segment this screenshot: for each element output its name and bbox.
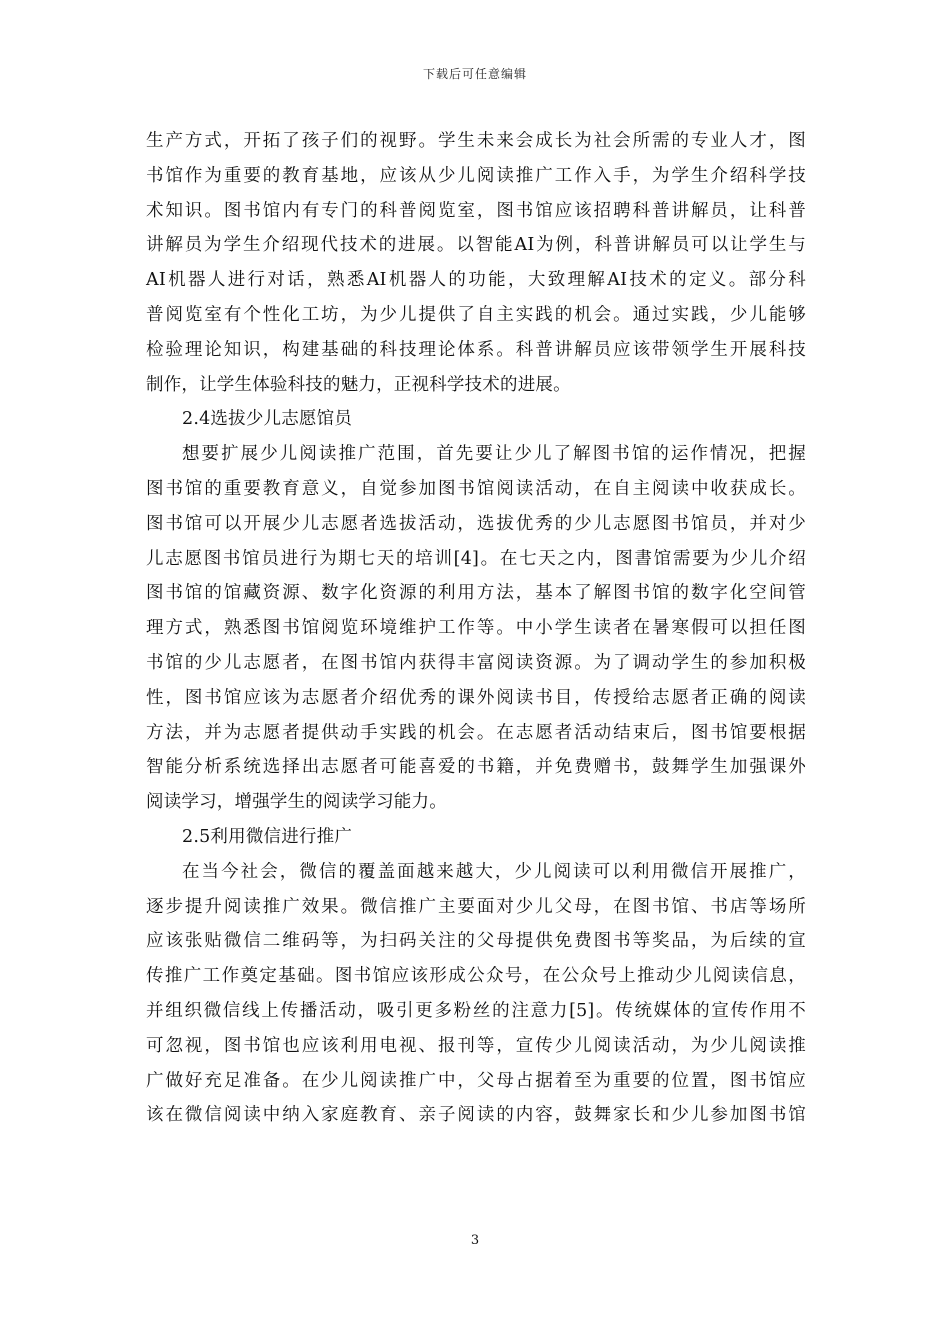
body-text-line: 图书馆的馆藏资源、数字化资源的利用方法，基本了解图书馆的数字化空间管 [146, 583, 806, 604]
body-text-line: 传推广工作奠定基础。图书馆应该形成公众号，在公众号上推动少儿阅读信息， [146, 966, 806, 987]
body-text-line: 讲解员为学生介绍现代技术的进展。以智能AI为例，科普讲解员可以让学生与 [146, 235, 806, 256]
body-text-line: 书馆作为重要的教育基地，应该从少儿阅读推广工作入手，为学生介绍科学技 [146, 165, 806, 186]
paragraph-first-line: 想要扩展少儿阅读推广范围，首先要让少儿了解图书馆的运作情况，把握 [182, 444, 806, 465]
paragraph-first-line: 在当今社会，微信的覆盖面越来越大，少儿阅读可以利用微信开展推广， [182, 861, 806, 882]
body-text-line: 方法，并为志愿者提供动手实践的机会。在志愿者活动结束后，图书馆要根据 [146, 722, 806, 743]
section-heading: 2.4选拔少儿志愿馆员 [182, 409, 353, 430]
body-text-line: 书馆的少儿志愿者，在图书馆内获得丰富阅读资源。为了调动学生的参加积极 [146, 652, 806, 673]
body-text-line: 儿志愿图书馆员进行为期七天的培训[4]。在七天之内，图書馆需要为少儿介绍 [146, 548, 806, 569]
page-number: 3 [470, 1233, 480, 1248]
body-text-line: 并组织微信线上传播活动，吸引更多粉丝的注意力[5]。传统媒体的宣传作用不 [146, 1000, 806, 1021]
body-text-line: 可忽视，图书馆也应该利用电视、报刊等，宣传少儿阅读活动，为少儿阅读推 [146, 1035, 806, 1056]
paragraph-last-line: 阅读学习，增强学生的阅读学习能力。 [146, 792, 447, 813]
body-text-line: 普阅览室有个性化工坊，为少儿提供了自主实践的机会。通过实践，少儿能够 [146, 304, 806, 325]
paragraph-last-line: 制作，让学生体验科技的魅力，正视科学技术的进展。 [146, 374, 571, 395]
body-text-line: 应该张贴微信二维码等，为扫码关注的父母提供免费图书等奖品，为后续的宣 [146, 931, 806, 952]
body-text-line: 智能分析系统选择出志愿者可能喜爱的书籍，并免费赠书，鼓舞学生加强课外 [146, 757, 806, 778]
body-text-line: 图书馆的重要教育意义，自觉参加图书馆阅读活动，在自主阅读中收获成长。 [146, 478, 806, 499]
body-text-line: 术知识。图书馆内有专门的科普阅览室，图书馆应该招聘科普讲解员，让科普 [146, 200, 806, 221]
page-header-note: 下载后可任意编辑 [422, 67, 527, 81]
body-text-line: 理方式，熟悉图书馆阅览环境维护工作等。中小学生读者在暑寒假可以担任图 [146, 618, 806, 639]
section-heading: 2.5利用微信进行推广 [182, 826, 353, 847]
body-text-line: 该在微信阅读中纳入家庭教育、亲子阅读的内容，鼓舞家长和少儿参加图书馆 [146, 1105, 806, 1126]
body-text-line: 逐步提升阅读推广效果。微信推广主要面对少儿父母，在图书馆、书店等场所 [146, 896, 806, 917]
body-text-line: AI机器人进行对话，熟悉AI机器人的功能，大致理解AI技术的定义。部分科 [146, 270, 806, 291]
body-text-line: 性，图书馆应该为志愿者介绍优秀的课外阅读书目，传授给志愿者正确的阅读 [146, 687, 806, 708]
body-text-line: 图书馆可以开展少儿志愿者选拔活动，选拔优秀的少儿志愿图书馆员，并对少 [146, 513, 806, 534]
body-text-line: 生产方式，开拓了孩子们的视野。学生未来会成长为社会所需的专业人才，图 [146, 131, 806, 151]
body-text-line: 检验理论知识，构建基础的科技理论体系。科普讲解员应该带领学生开展科技 [146, 339, 806, 360]
body-text-line: 广做好充足准备。在少儿阅读推广中，父母占据着至为重要的位置，图书馆应 [146, 1070, 806, 1091]
document-body [146, 124, 806, 1133]
